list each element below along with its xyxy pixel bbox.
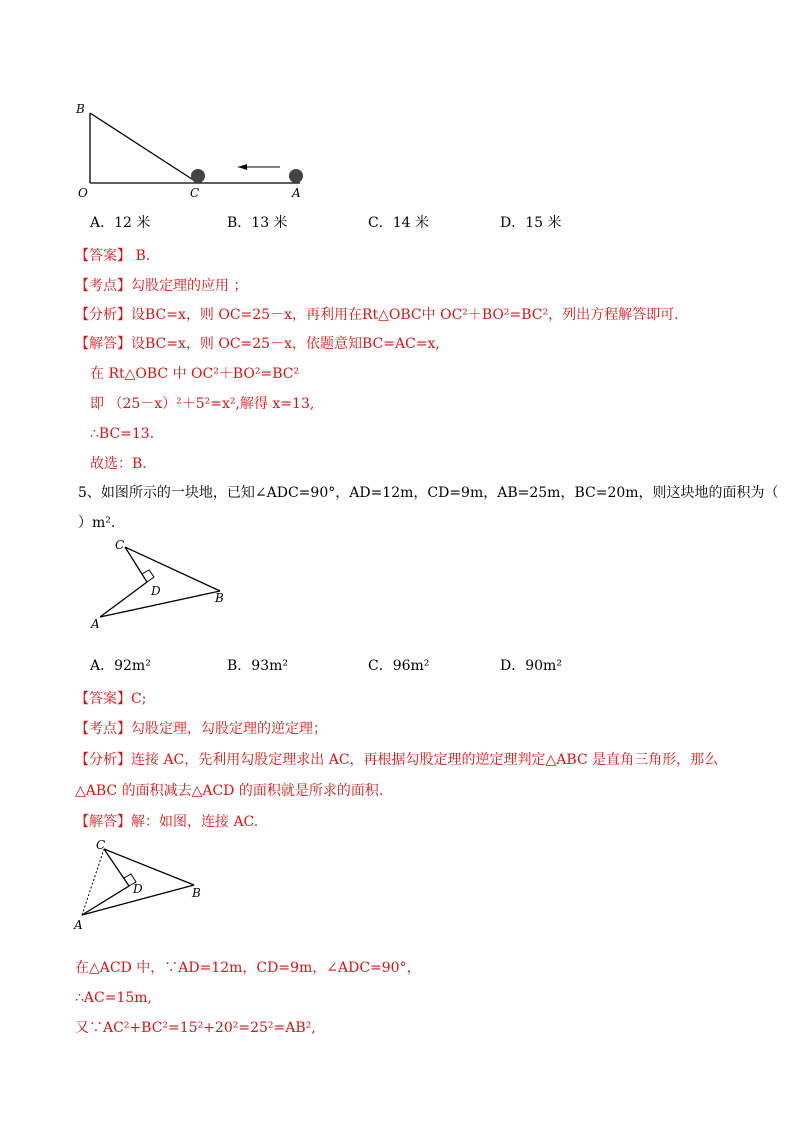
segment-CB [104, 849, 194, 885]
q4-answer-label: 【答案】 [75, 248, 131, 264]
q5-kaodian [75, 719, 327, 739]
q4-jieda [75, 334, 440, 354]
q4-step-2: 即 （25－x）²＋5²=x²,解得 x=13, [90, 396, 315, 412]
q4-step-3: ∴BC=13. [90, 426, 155, 442]
label-B: B [215, 591, 224, 605]
label-C: C [190, 186, 200, 200]
label-A: A [292, 186, 301, 200]
q4-fenxi-text: 设BC=x，则 OC=25－x，再利用在Rt△OBC中 OC²＋BO²=BC²，列出方程解答即可. [131, 307, 679, 323]
label-D: D [151, 584, 161, 598]
segment-BC [90, 113, 198, 183]
q5-kaodian-label: 【考点】 [75, 721, 131, 737]
q4-option-c: C．14 米 [368, 215, 429, 231]
q5-step-2: ∴AC=15m, [75, 990, 152, 1006]
q5-option-b: B．93m² [227, 658, 288, 674]
q5-fenxi-label: 【分析】 [75, 752, 131, 768]
q5-kaodian-text: 勾股定理，勾股定理的逆定理； [131, 721, 327, 737]
arrow-head [238, 164, 247, 170]
q5-jieda-text: 解：如图，连接 AC. [131, 814, 259, 830]
q5-question-line-1: 5、如图所示的一块地，已知∠ADC=90°，AD=12m，CD=9m，AB=25m，BC=20m，则这块地的面积为（ [78, 485, 779, 501]
q5-step-1: 在△ACD 中，∵AD=12m，CD=9m，∠ADC=90°， [75, 960, 421, 976]
q5-jieda [75, 812, 258, 832]
q5-answer-label: 【答案】 [75, 691, 131, 707]
segment-DA [82, 886, 129, 915]
q5-fenxi-line-2: △ABC 的面积减去△ACD 的面积就是所求的面积. [75, 783, 384, 799]
q5-answer-value: C; [131, 691, 147, 707]
q4-kaodian [75, 276, 247, 296]
q4-option-a: A．12 米 [90, 215, 151, 231]
q5-fenxi [75, 750, 718, 770]
segment-AC-dotted [82, 849, 104, 915]
label-B: B [76, 102, 85, 116]
q4-jieda-label: 【解答】 [75, 336, 131, 352]
q5-option-a: A．92m² [90, 658, 151, 674]
q5-question-line-2: ）m². [78, 515, 116, 531]
label-B: B [192, 886, 201, 900]
label-C: C [96, 838, 106, 852]
q4-answer [75, 246, 150, 266]
q5-answer [75, 689, 146, 709]
label-O: O [78, 186, 88, 200]
q5-option-d: D．90m² [500, 658, 562, 674]
figure-rolling-ball [70, 95, 320, 200]
label-D: D [133, 882, 143, 896]
q4-fenxi-label: 【分析】 [75, 307, 131, 323]
q4-option-d: D．15 米 [500, 215, 562, 231]
ball-A [289, 169, 303, 183]
label-C: C [115, 538, 125, 552]
figure-quadrilateral [85, 535, 245, 635]
q4-fenxi [75, 305, 679, 325]
ball-C [191, 169, 205, 183]
q4-answer-value: B. [131, 248, 151, 264]
q5-fenxi-text-1: 连接 AC，先利用勾股定理求出 AC，再根据勾股定理的逆定理判定△ABC 是直角三角形，那么 [131, 752, 719, 768]
label-A: A [91, 617, 100, 631]
figure-quadrilateral-ac [72, 835, 222, 935]
q5-step-3: 又∵AC²+BC²=15²+20²=25²=AB², [75, 1020, 316, 1036]
q4-jieda-text: 设BC=x，则 OC=25－x，依题意知BC=AC=x, [131, 336, 440, 352]
q5-jieda-label: 【解答】 [75, 814, 131, 830]
q5-option-c: C．96m² [368, 658, 430, 674]
q4-step-4: 故选：B. [90, 456, 147, 472]
label-A: A [74, 918, 83, 932]
q4-option-b: B．13 米 [227, 215, 288, 231]
q4-kaodian-label: 【考点】 [75, 278, 131, 294]
q4-kaodian-text: 勾股定理的应用 ； [131, 278, 248, 294]
q4-step-1: 在 Rt△OBC 中 OC²＋BO²=BC² [90, 366, 300, 382]
